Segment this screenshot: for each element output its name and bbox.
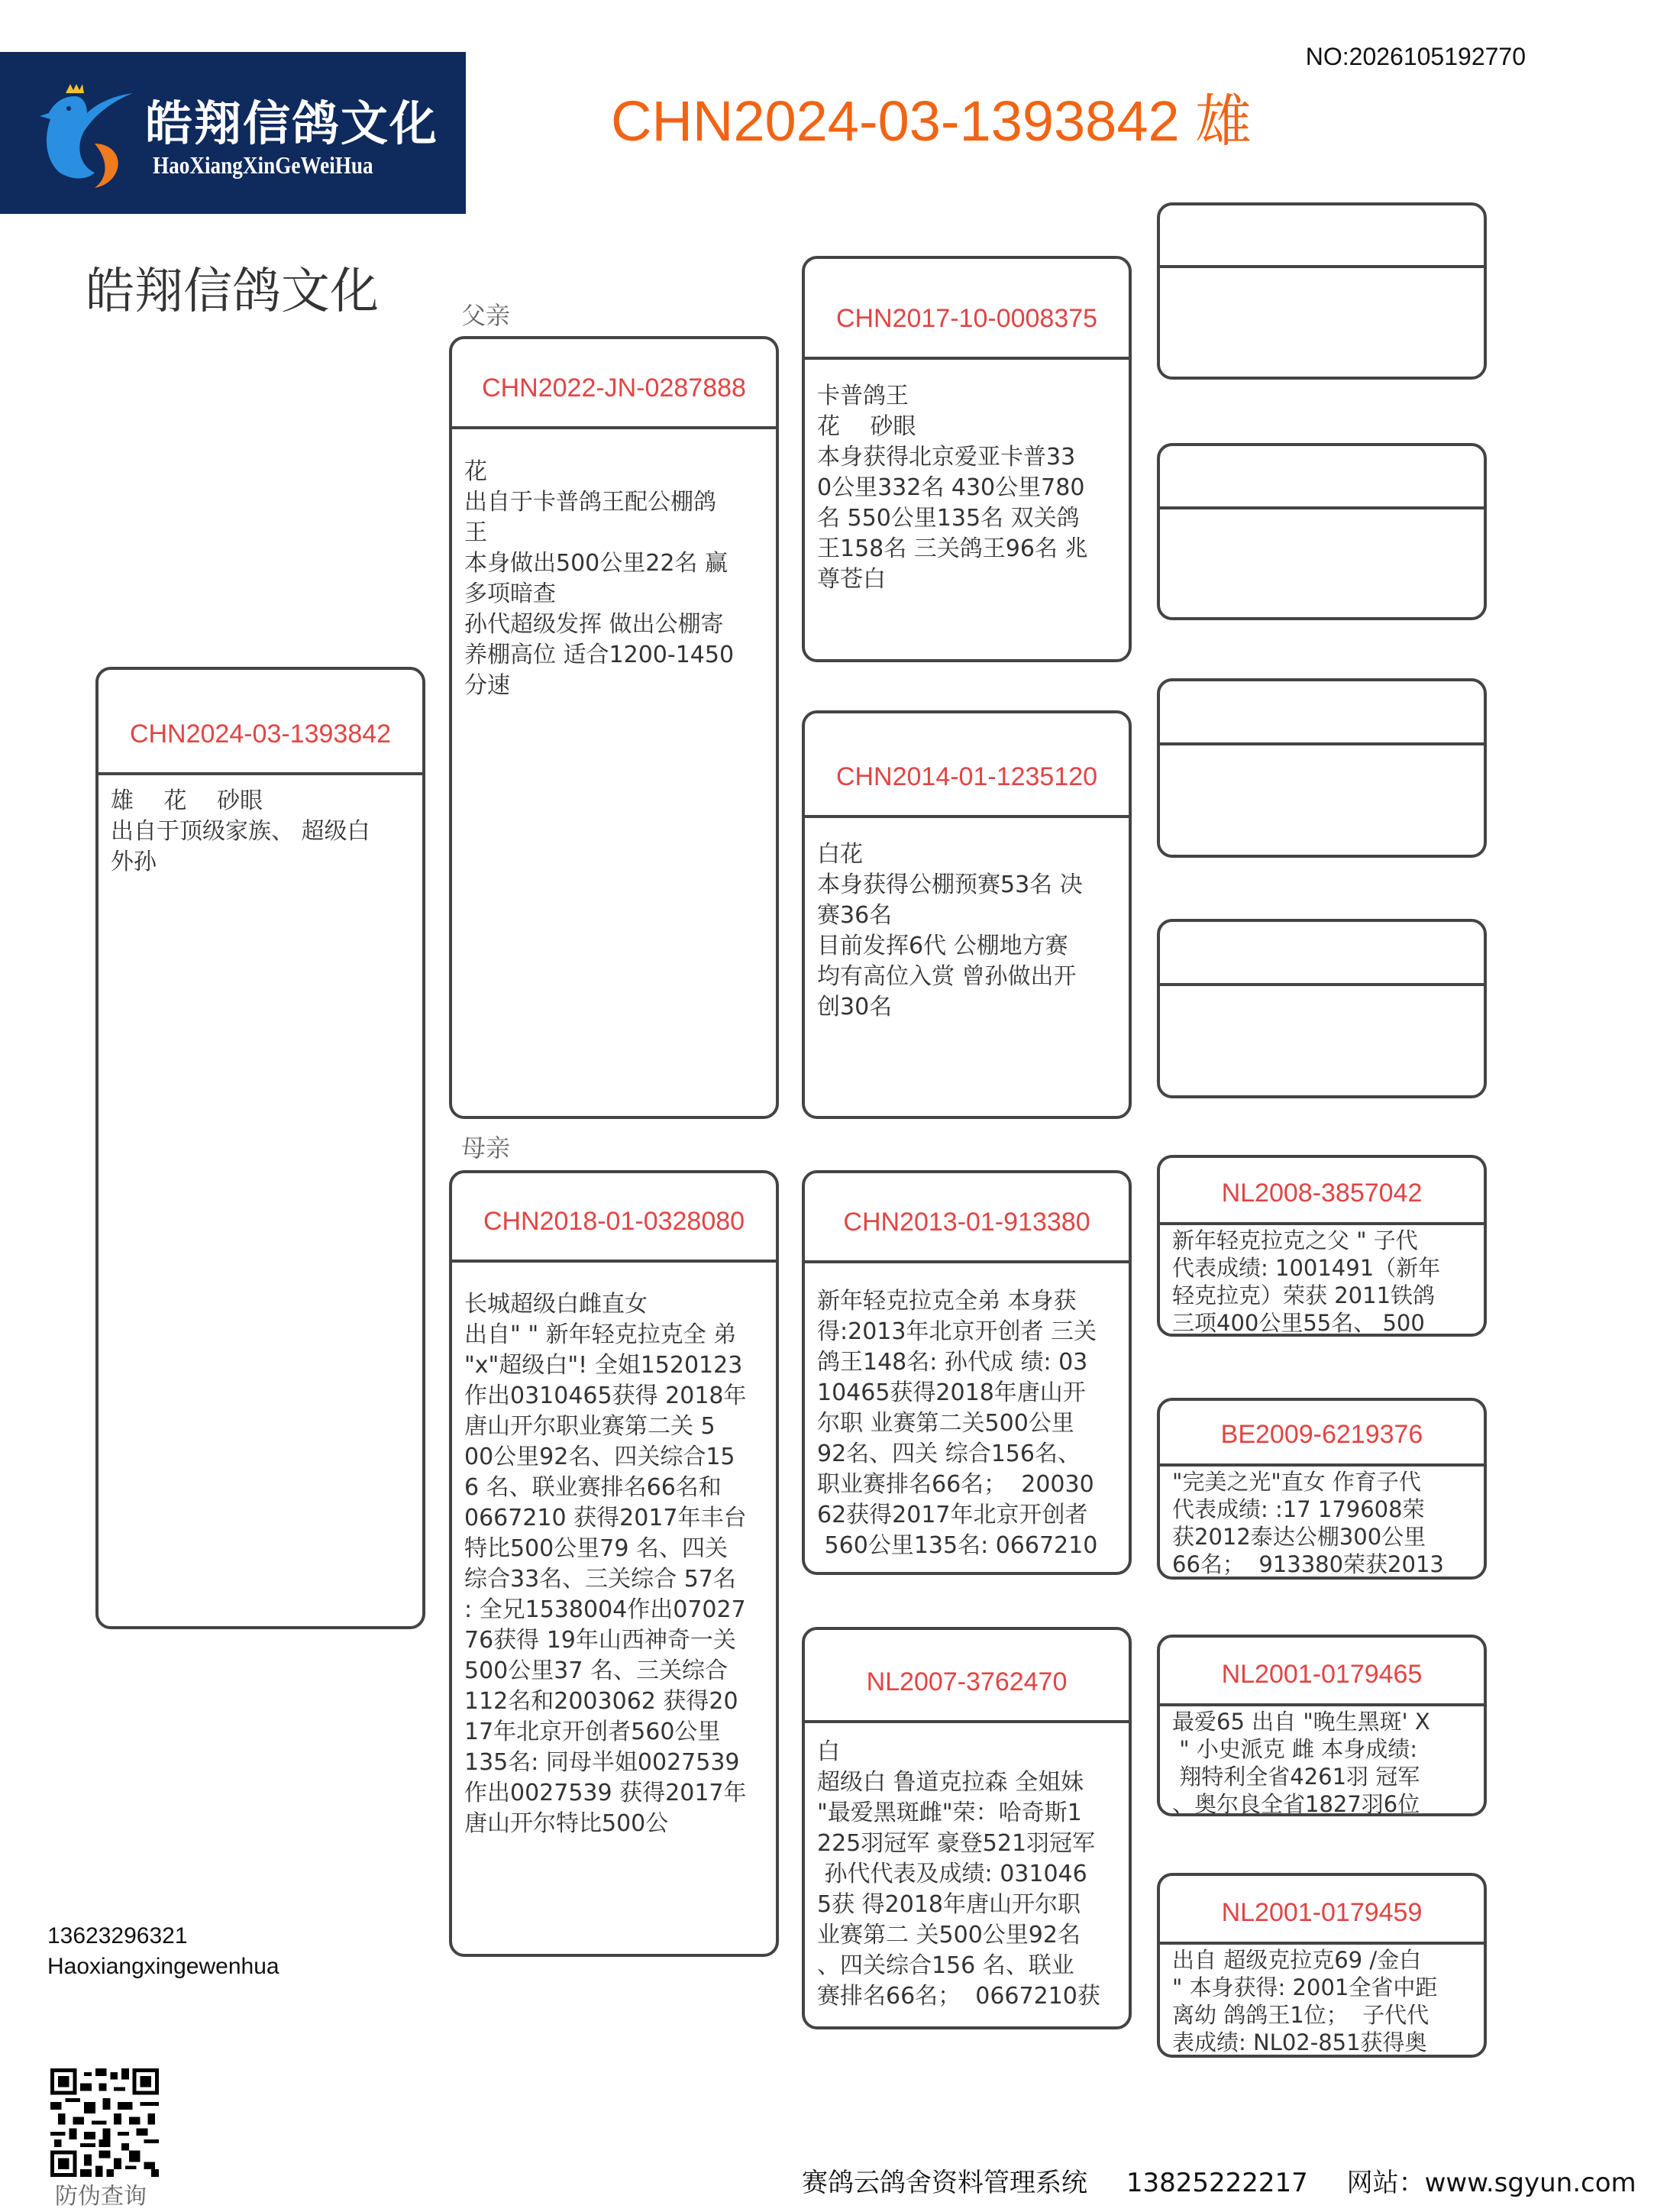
- great-grandparent-card-header: [1160, 1638, 1484, 1706]
- grandparent-card-3[interactable]: [802, 1170, 1132, 1575]
- great-grandparent-notes: "完美之光"直女 作育子代 代表成绩: :17 179608荣 获2012泰达公棚300公里 66名； 913380荣获2013: [1172, 1469, 1444, 1577]
- great-grandparent-card-3[interactable]: [1157, 678, 1487, 858]
- great-grandparent-card-4[interactable]: [1157, 919, 1487, 1098]
- document-number: NO:2026105192770: [1305, 43, 1526, 70]
- sire-card-header: [452, 339, 776, 429]
- dam-notes: 长城超级白雌直女 出自" " 新年轻克拉克全 弟 "x"超级白"! 全姐1520123 作出0310465获得 2018年 唐山开尔职业赛第二关 5 00公里92名、四关综合15 6 名、联业赛排名66名和 0667210 获得2017年丰台 特比500公里79 名、四关 综合33名、三关综合 57名 : 全兄1538004作出07027 76获得 19年山西神奇一关 500公里37 名、三关综合 112名和2003062 获得20 17年北京开创者560公里 135名: 同母半姐0027539 作出0027539 获得2017年 唐山开尔特比500公: [464, 1291, 747, 1837]
- pigeon-logo-icon: [21, 82, 136, 189]
- grandparent-ring-number: CHN2013-01-913380: [843, 1208, 1090, 1237]
- grandparent-ring-number: CHN2014-01-1235120: [835, 762, 1098, 791]
- subject-notes: 雄 花 砂眼 出自于顶级家族、 超级白 外孙: [111, 787, 370, 875]
- footer: [802, 2162, 1667, 2199]
- page-title: CHN2024-03-1393842 雄: [611, 89, 1252, 153]
- great-grandparent-card-8[interactable]: [1157, 1873, 1487, 2058]
- footer-phone: 13825222217: [1126, 2168, 1308, 2198]
- great-grandparent-notes: [1172, 747, 1476, 850]
- dam-ring-number: CHN2018-01-0328080: [483, 1207, 745, 1236]
- logo-text-cn: 皓翔信鸽文化: [145, 95, 439, 151]
- grandparent-card-header: [805, 713, 1129, 818]
- sire-label: 父亲: [461, 301, 511, 330]
- great-grandparent-card-header: [1160, 1401, 1484, 1467]
- great-grandparent-card-header: [1160, 922, 1484, 986]
- sire-ring-number: CHN2022-JN-0287888: [482, 374, 746, 403]
- great-grandparent-notes: 新年轻克拉克之父 " 子代 代表成绩: 1001491（新年 轻克拉克）荣获 2011铁鸽 三项400公里55名、 500: [1172, 1227, 1441, 1336]
- great-grandparent-notes: 出自 超级克拉克69 /金白 " 本身获得: 2001全省中距 离幼 鸽鸽王1位； 子代代 表成绩: NL02-851获得奥: [1172, 1947, 1438, 2055]
- great-grandparent-ring-number: BE2009-6219376: [1220, 1420, 1423, 1449]
- great-grandparent-notes: [1172, 511, 1476, 613]
- footer-website[interactable]: 网站：www.sgyun.com: [1346, 2168, 1636, 2198]
- grandparent-card-4[interactable]: [802, 1627, 1132, 2029]
- great-grandparent-notes: [1172, 270, 1476, 372]
- logo-text-en: HaoXiangXinGeWeiHua: [153, 151, 373, 179]
- great-grandparent-card-header: [1160, 681, 1484, 745]
- great-grandparent-card-header: [1160, 1158, 1484, 1225]
- qr-code-icon[interactable]: [50, 2068, 159, 2177]
- grandparent-card-header: [805, 1630, 1129, 1723]
- grandparent-notes: 白花 本身获得公棚预赛53名 决 赛36名 目前发挥6代 公棚地方赛 均有高位入赏 曾孙做出开 创30名: [817, 841, 1083, 1020]
- sire-card[interactable]: [449, 336, 779, 1119]
- grandparent-ring-number: NL2007-3762470: [866, 1667, 1068, 1696]
- subject-card-header: [99, 670, 422, 775]
- great-grandparent-ring-number: NL2001-0179459: [1221, 1898, 1423, 1927]
- subject-ring-number: CHN2024-03-1393842: [129, 720, 392, 749]
- great-grandparent-card-6[interactable]: [1157, 1398, 1487, 1580]
- grandparent-notes: 白 超级白 鲁道克拉森 全姐妹 "最爱黑斑雌"荣：哈奇斯1 225羽冠军 豪登521羽冠军 孙代代表及成绩: 031046 5获 得2018年唐山开尔职 业赛第二 关500公里92名 、四关综合156 名、联业 赛排名66名； 0667210获: [817, 1738, 1100, 2010]
- dam-label: 母亲: [461, 1133, 511, 1163]
- qr-label: 防伪查询: [55, 2183, 147, 2210]
- sire-notes: 花 出自于卡普鸽王配公棚鸽 王 本身做出500公里22名 赢 多项暗查 孙代超级发挥 做出公棚寄 养棚高位 适合1200-1450 分速: [464, 458, 735, 699]
- great-grandparent-card-header: [1160, 205, 1484, 268]
- brand-logo: [0, 52, 466, 214]
- subject-card[interactable]: [95, 667, 425, 1629]
- great-grandparent-card-header: [1160, 1876, 1484, 1945]
- great-grandparent-notes: [1172, 988, 1476, 1091]
- great-grandparent-ring-number: NL2008-3857042: [1221, 1179, 1423, 1208]
- grandparent-card-1[interactable]: [802, 256, 1132, 662]
- dam-card[interactable]: [449, 1170, 779, 1957]
- grandparent-notes: 卡普鸽王 花 砂眼 本身获得北京爱亚卡普33 0公里332名 430公里780 名 550公里135名 双关鸽 王158名 三关鸽王96名 兆 尊苍白: [817, 383, 1088, 593]
- grandparent-notes: 新年轻克拉克全弟 本身获 得:2013年北京开创者 三关 鸽王148名: 孙代成 绩: 03 10465获得2018年唐山开 尔职 业赛第二关500公里 92名、四关 综合156名、 职业赛排名66名； 20030 62获得2017年北京开创者 560公里135名: 0667210: [817, 1288, 1098, 1559]
- contact-info: [47, 1921, 279, 1982]
- grandparent-card-header: [805, 1173, 1129, 1263]
- brand-subtitle: 皓翔信鸽文化: [86, 264, 379, 320]
- great-grandparent-ring-number: NL2001-0179465: [1221, 1660, 1423, 1689]
- great-grandparent-card-1[interactable]: [1157, 202, 1487, 380]
- great-grandparent-card-7[interactable]: [1157, 1635, 1487, 1816]
- grandparent-ring-number: CHN2017-10-0008375: [835, 304, 1098, 333]
- great-grandparent-card-5[interactable]: [1157, 1155, 1487, 1337]
- grandparent-card-header: [805, 259, 1129, 360]
- great-grandparent-card-2[interactable]: [1157, 443, 1487, 620]
- contact-phone: 13623296321: [47, 1923, 188, 1948]
- dam-card-header: [452, 1173, 776, 1263]
- great-grandparent-notes: 最爱65 出自 "晚生黑斑' X " 小史派克 雌 本身成绩: 翔特利全省4261羽 冠军 、奥尔良全省1827羽6位: [1172, 1709, 1430, 1817]
- contact-name: Haoxiangxingewenhua: [47, 1954, 279, 1979]
- great-grandparent-card-header: [1160, 446, 1484, 509]
- grandparent-card-2[interactable]: [802, 710, 1132, 1119]
- footer-system-name: 赛鸽云鸽舍资料管理系统: [802, 2168, 1087, 2198]
